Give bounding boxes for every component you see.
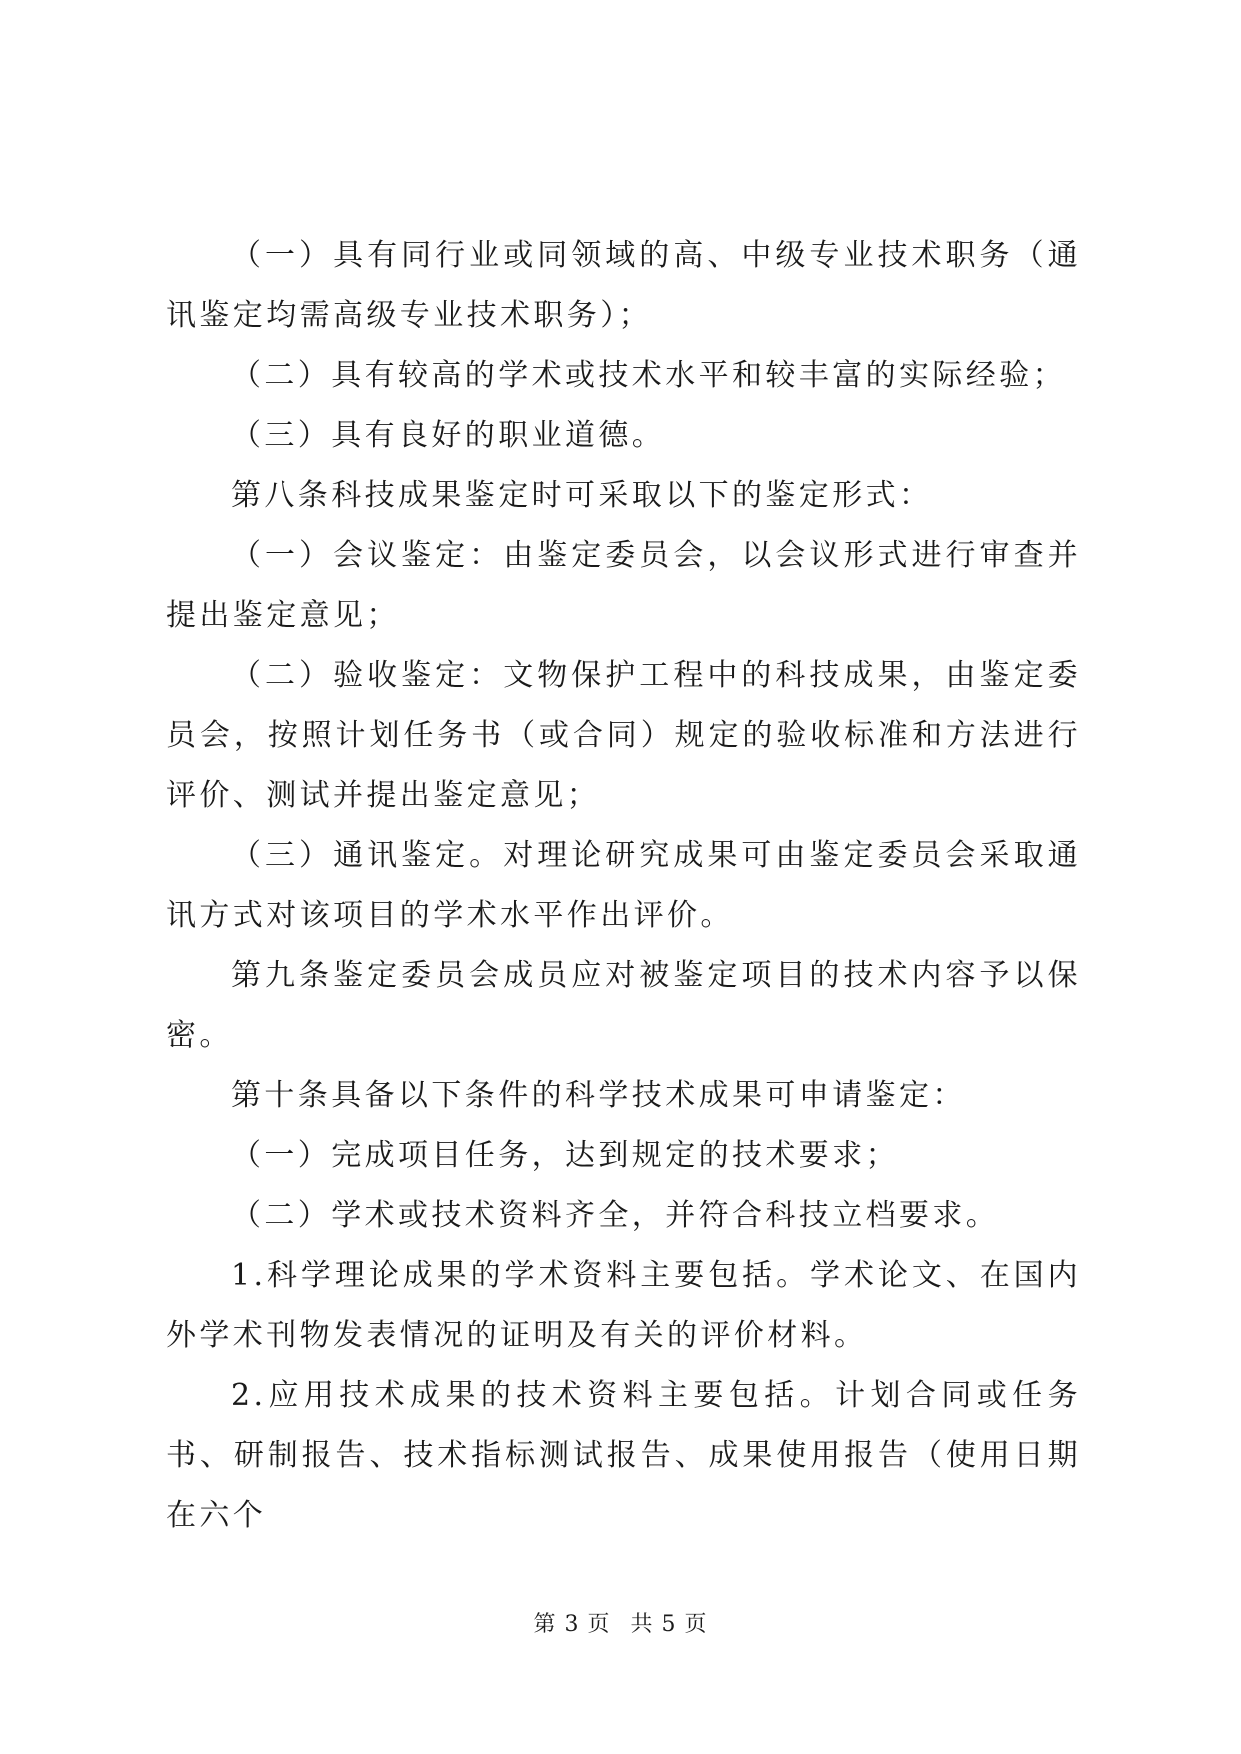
paragraph-5: （一）会议鉴定：由鉴定委员会，以会议形式进行审查并提出鉴定意见； <box>166 538 1081 633</box>
paragraph-7: （三）通讯鉴定。对理论研究成果可由鉴定委员会采取通讯方式对该项目的学术水平作出评价。 <box>166 838 1081 933</box>
paragraph-6: （二）验收鉴定：文物保护工程中的科技成果，由鉴定委员会，按照计划任务书（或合同）规定的验收标准和方法进行评价、测试并提出鉴定意见； <box>166 658 1081 813</box>
paragraph-4: 第八条科技成果鉴定时可采取以下的鉴定形式： <box>231 478 933 513</box>
paragraph-2: （二）具有较高的学术或技术水平和较丰富的实际经验； <box>231 358 1066 393</box>
paragraph-9: 第十条具备以下条件的科学技术成果可申请鉴定： <box>231 1078 966 1113</box>
paragraph-12: 1.科学理论成果的学术资料主要包括。学术论文、在国内外学术刊物发表情况的证明及有关的评价材料。 <box>166 1258 1081 1353</box>
page-total: 共 5 页 <box>630 1612 708 1637</box>
paragraph-11: （二）学术或技术资料齐全，并符合科技立档要求。 <box>231 1198 1000 1233</box>
page-footer <box>0 1610 1241 1640</box>
page-number: 第 3 页 <box>533 1612 611 1637</box>
paragraph-3: （三）具有良好的职业道德。 <box>231 418 666 453</box>
paragraph-13: 2.应用技术成果的技术资料主要包括。计划合同或任务书、研制报告、技术指标测试报告、成果使用报告（使用日期在六个 <box>166 1378 1081 1533</box>
paragraph-10: （一）完成项目任务，达到规定的技术要求； <box>231 1138 899 1173</box>
document-body <box>166 226 1081 1546</box>
paragraph-1: （一）具有同行业或同领域的高、中级专业技术职务（通讯鉴定均需高级专业技术职务）； <box>166 238 1081 333</box>
paragraph-8: 第九条鉴定委员会成员应对被鉴定项目的技术内容予以保密。 <box>166 958 1081 1053</box>
